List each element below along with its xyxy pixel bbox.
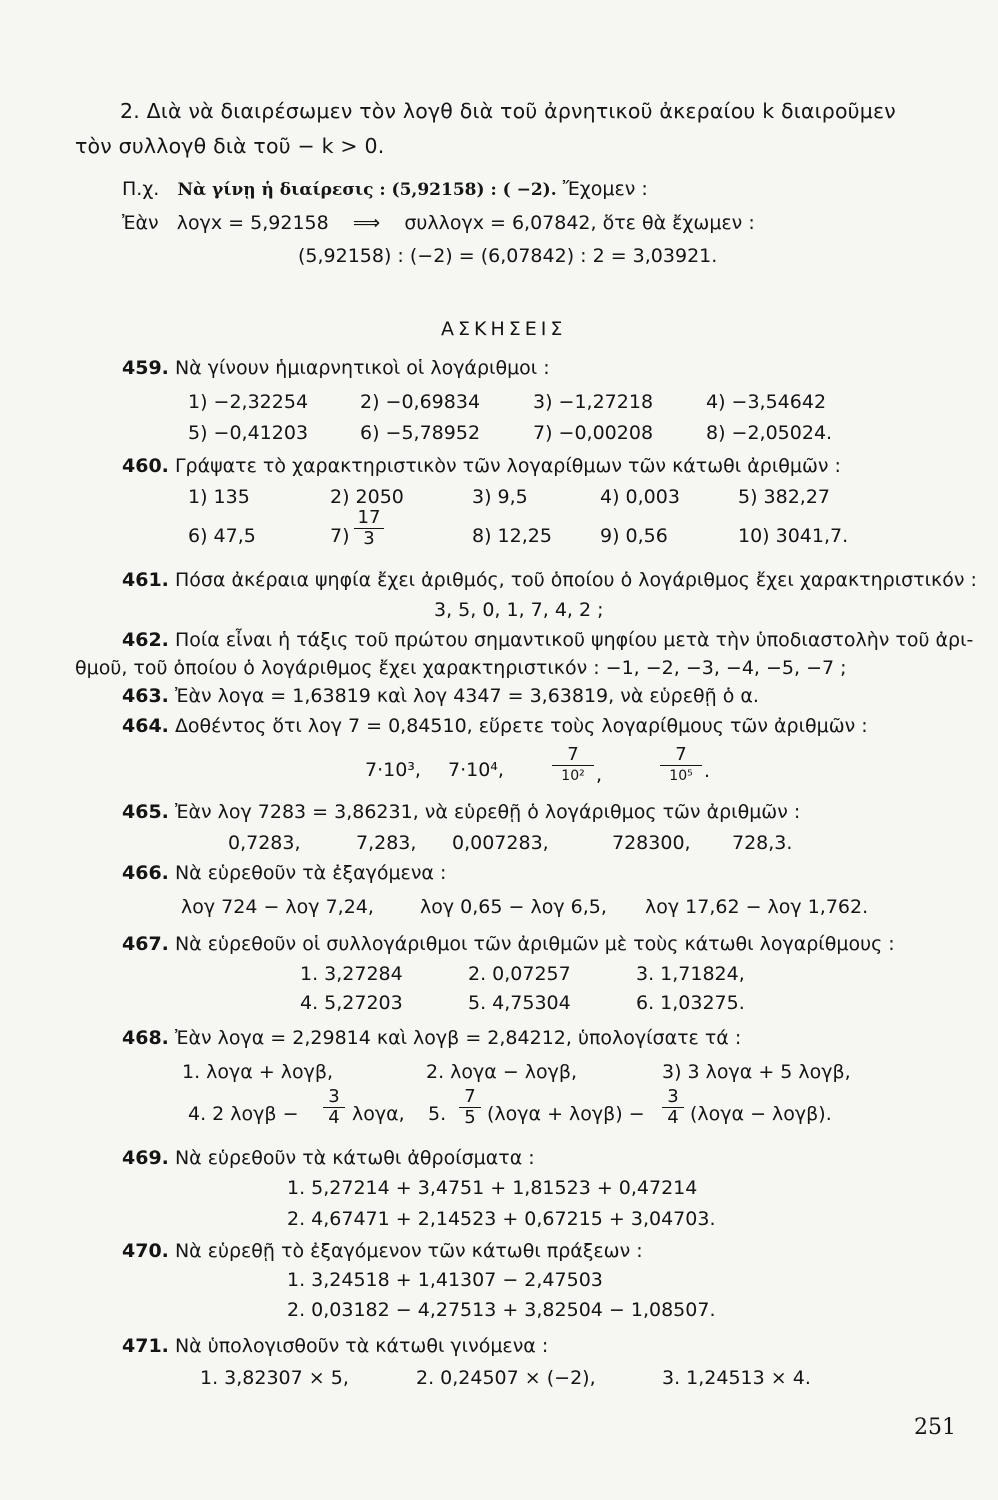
ex468-item-5b: (λογα + λογβ) − (487, 1103, 645, 1125)
exercise-text: Νὰ ὑπολογισθοῦν τὰ κάτωθι γινόμενα : (174, 1335, 549, 1357)
ex469-item: 2. 4,67471 + 2,14523 + 0,67215 + 3,04703. (287, 1208, 716, 1230)
fraction-denominator: 10⁵ (669, 768, 693, 784)
fraction-7-over-10-5 (660, 745, 702, 786)
ex467-item: 6. 1,03275. (636, 992, 745, 1014)
exercise-text: Ἐὰν λογα = 2,29814 καὶ λογβ = 2,84212, ὑπολογίσατε τά : (174, 1027, 742, 1049)
example-label: Π.χ. (122, 178, 160, 200)
ex467-item: 3. 1,71824, (636, 963, 745, 985)
ex459-item: 8) −2,05024. (706, 422, 833, 444)
ex471-item: 1. 3,82307 × 5, (200, 1367, 349, 1389)
exercise-466-heading (122, 860, 446, 886)
ex468-item-4b: λογα, (352, 1103, 405, 1125)
ex460-item: 1) 135 (188, 486, 250, 508)
exercise-number: 463. (122, 685, 169, 707)
separator: , (596, 764, 603, 786)
ex459-item: 1) −2,32254 (188, 391, 309, 413)
ex471-item: 3. 1,24513 × 4. (662, 1367, 811, 1389)
ex460-item: 9) 0,56 (600, 525, 668, 547)
ex460-item: 10) 3041,7. (738, 525, 849, 547)
exercise-text: Δοθέντος ὅτι λογ 7 = 0,84510, εὕρετε τοὺς λογαρίθμους τῶν ἀριθμῶν : (174, 715, 868, 737)
ex466-value: λογ 17,62 − λογ 1,762. (645, 896, 869, 918)
exercise-text: Νὰ γίνουν ἡμιαρνητικοὶ οἱ λογάριθμοι : (174, 357, 550, 379)
ex470-item: 1. 3,24518 + 1,41307 − 2,47503 (287, 1269, 603, 1291)
ex468-item: 3) 3 λογα + 5 λογβ, (662, 1061, 851, 1083)
ex465-value: 0,7283, (228, 832, 301, 854)
ex460-item: 4) 0,003 (600, 486, 680, 508)
exercise-number: 467. (122, 933, 169, 955)
fraction-denominator: 3 (363, 528, 375, 549)
intro-line-1: 2. Διὰ νὰ διαιρέσωμεν τὸν λογθ διὰ τοῦ ἀρνητικοῦ ἀκεραίου k διαιροῦμεν (120, 99, 896, 123)
if-label: Ἐὰν (122, 212, 159, 234)
ex459-item: 6) −5,78952 (360, 422, 481, 444)
exercise-text: Ἐὰν λογ 7283 = 3,86231, νὰ εὑρεθῇ ὁ λογάριθμος τῶν ἀριθμῶν : (174, 801, 801, 823)
exercise-number: 466. (122, 862, 169, 884)
ex462-line-2: θμοῦ, τοῦ ὁποίου ὁ λογάριθμος ἔχει χαρακτηριστικόν : −1, −2, −3, −4, −5, −7 ; (75, 657, 847, 679)
exercise-470-heading (122, 1238, 643, 1264)
fraction-denominator: 4 (667, 1107, 679, 1128)
fraction-numerator: 7 (459, 1087, 481, 1108)
example-bold: Νὰ γίνῃ ἡ διαίρεσις : (5,92158) : ( −2). (177, 180, 557, 200)
page-number: 251 (914, 1415, 956, 1440)
exercise-text: Ἐὰν λογα = 1,63819 καὶ λογ 4347 = 3,63819, νὰ εὑρεθῇ ὁ α. (174, 685, 759, 707)
ex468-item-5c: (λογα − λογβ). (690, 1103, 832, 1125)
ex466-value: λογ 0,65 − λογ 6,5, (420, 896, 607, 918)
fraction-numerator: 3 (323, 1087, 345, 1108)
ex465-value: 7,283, (356, 832, 417, 854)
exercise-471-heading (122, 1333, 548, 1359)
ex465-value: 728300, (612, 832, 691, 854)
example-rest: Ἔχομεν : (562, 178, 648, 200)
example-line (122, 176, 648, 203)
fraction-numerator: 17 (354, 508, 384, 529)
ex460-item: 8) 12,25 (472, 525, 552, 547)
exercise-460-heading (122, 453, 841, 479)
exercise-number: 470. (122, 1240, 169, 1262)
if-result: συλλογx = 6,07842, ὅτε θὰ ἔχωμεν : (404, 212, 755, 234)
exercise-468-heading (122, 1025, 741, 1051)
exercise-text: Γράψατε τὸ χαρακτηριστικὸν τῶν λογαρίθμων τῶν κάτωθι ἀριθμῶν : (174, 455, 841, 477)
ex468-item: 2. λογα − λογβ, (426, 1061, 578, 1083)
ex464-value-b: 7·10⁴, (448, 759, 504, 781)
ex467-item: 2. 0,07257 (468, 963, 571, 985)
ex468-item-5a: 5. (428, 1103, 447, 1125)
ex460-item: 6) 47,5 (188, 525, 256, 547)
fraction-17-3 (354, 508, 384, 549)
exercise-number: 461. (122, 569, 169, 591)
exercise-text: Νὰ εὑρεθοῦν τὰ κάτωθι ἀθροίσματα : (174, 1147, 535, 1169)
fraction-3-4b (662, 1087, 684, 1128)
exercise-467-heading (122, 931, 895, 957)
ex459-item: 7) −0,00208 (533, 422, 654, 444)
exercise-text: Νὰ εὑρεθοῦν οἱ συλλογάριθμοι τῶν ἀριθμῶν μὲ τοὺς κάτωθι λογαρίθμους : (174, 933, 895, 955)
ex471-item: 2. 0,24507 × (−2), (416, 1367, 596, 1389)
exercise-text: Πόσα ἀκέραια ψηφία ἔχει ἀριθμός, τοῦ ὁποίου ὁ λογάριθμος ἔχει χαρακτηριστικόν : (174, 569, 977, 591)
end-period: . (704, 760, 711, 782)
ex467-item: 5. 4,75304 (468, 992, 571, 1014)
fraction-denominator: 4 (328, 1107, 340, 1128)
exercise-463-heading (122, 683, 759, 709)
exercise-text: Ποία εἶναι ἡ τάξις τοῦ πρώτου σημαντικοῦ ψηφίου μετὰ τὴν ὑποδιαστολὴν τοῦ ἀρι- (174, 629, 974, 651)
ex469-item: 1. 5,27214 + 3,4751 + 1,81523 + 0,47214 (287, 1177, 698, 1199)
exercise-464-heading (122, 713, 868, 739)
exercise-461-heading (122, 567, 977, 593)
ex459-item: 5) −0,41203 (188, 422, 309, 444)
ex464-value-a: 7·10³, (365, 759, 421, 781)
ex468-item: 1. λογα + λογβ, (182, 1061, 334, 1083)
ex459-item: 4) −3,54642 (706, 391, 827, 413)
ex460-item: 3) 9,5 (472, 486, 528, 508)
fraction-numerator: 7 (660, 745, 702, 766)
exercise-number: 464. (122, 715, 169, 737)
ex460-item: 7) (330, 525, 350, 547)
fraction-numerator: 7 (552, 745, 594, 766)
ex470-item: 2. 0,03182 − 4,27513 + 3,82504 − 1,08507. (287, 1299, 716, 1321)
exercise-465-heading (122, 799, 800, 825)
exercise-number: 471. (122, 1335, 169, 1357)
ex465-value: 728,3. (732, 832, 793, 854)
exercise-number: 465. (122, 801, 169, 823)
ex467-item: 1. 3,27284 (300, 963, 403, 985)
ex465-value: 0,007283, (452, 832, 549, 854)
fraction-numerator: 3 (662, 1087, 684, 1108)
ex460-item: 5) 382,27 (738, 486, 831, 508)
implies-arrow-icon: ⟹ (352, 212, 381, 234)
intro-calc: (5,92158) : (−2) = (6,07842) : 2 = 3,03921. (298, 245, 718, 267)
exercise-462-heading (122, 627, 973, 653)
ex466-value: λογ 724 − λογ 7,24, (181, 896, 374, 918)
exercise-number: 460. (122, 455, 169, 477)
if-line (122, 210, 755, 236)
exercise-number: 459. (122, 357, 169, 379)
ex461-values: 3, 5, 0, 1, 7, 4, 2 ; (434, 599, 604, 621)
fraction-denominator: 10² (561, 768, 585, 784)
if-expr: λογx = 5,92158 (176, 212, 329, 234)
exercise-number: 469. (122, 1147, 169, 1169)
fraction-denominator: 5 (464, 1107, 476, 1128)
exercise-459-heading (122, 355, 550, 381)
exercise-469-heading (122, 1145, 535, 1171)
ex468-item-4a: 4. 2 λογβ − (188, 1103, 299, 1125)
exercise-number: 462. (122, 629, 169, 651)
intro-line-2: τὸν συλλογθ διὰ τοῦ − k > 0. (75, 134, 385, 158)
fraction-3-4 (323, 1087, 345, 1128)
ex459-item: 3) −1,27218 (533, 391, 654, 413)
fraction-7-over-10-2 (552, 745, 594, 786)
exercise-text: Νὰ εὑρεθῇ τὸ ἐξαγόμενον τῶν κάτωθι πράξεων : (174, 1240, 643, 1262)
ex459-item: 2) −0,69834 (360, 391, 481, 413)
exercise-number: 468. (122, 1027, 169, 1049)
section-title: ΑΣΚΗΣΕΙΣ (441, 318, 567, 340)
ex467-item: 4. 5,27203 (300, 992, 403, 1014)
fraction-7-5 (459, 1087, 481, 1128)
ex460-item: 2) 2050 (330, 486, 404, 508)
exercise-text: Νὰ εὑρεθοῦν τὰ ἐξαγόμενα : (174, 862, 447, 884)
